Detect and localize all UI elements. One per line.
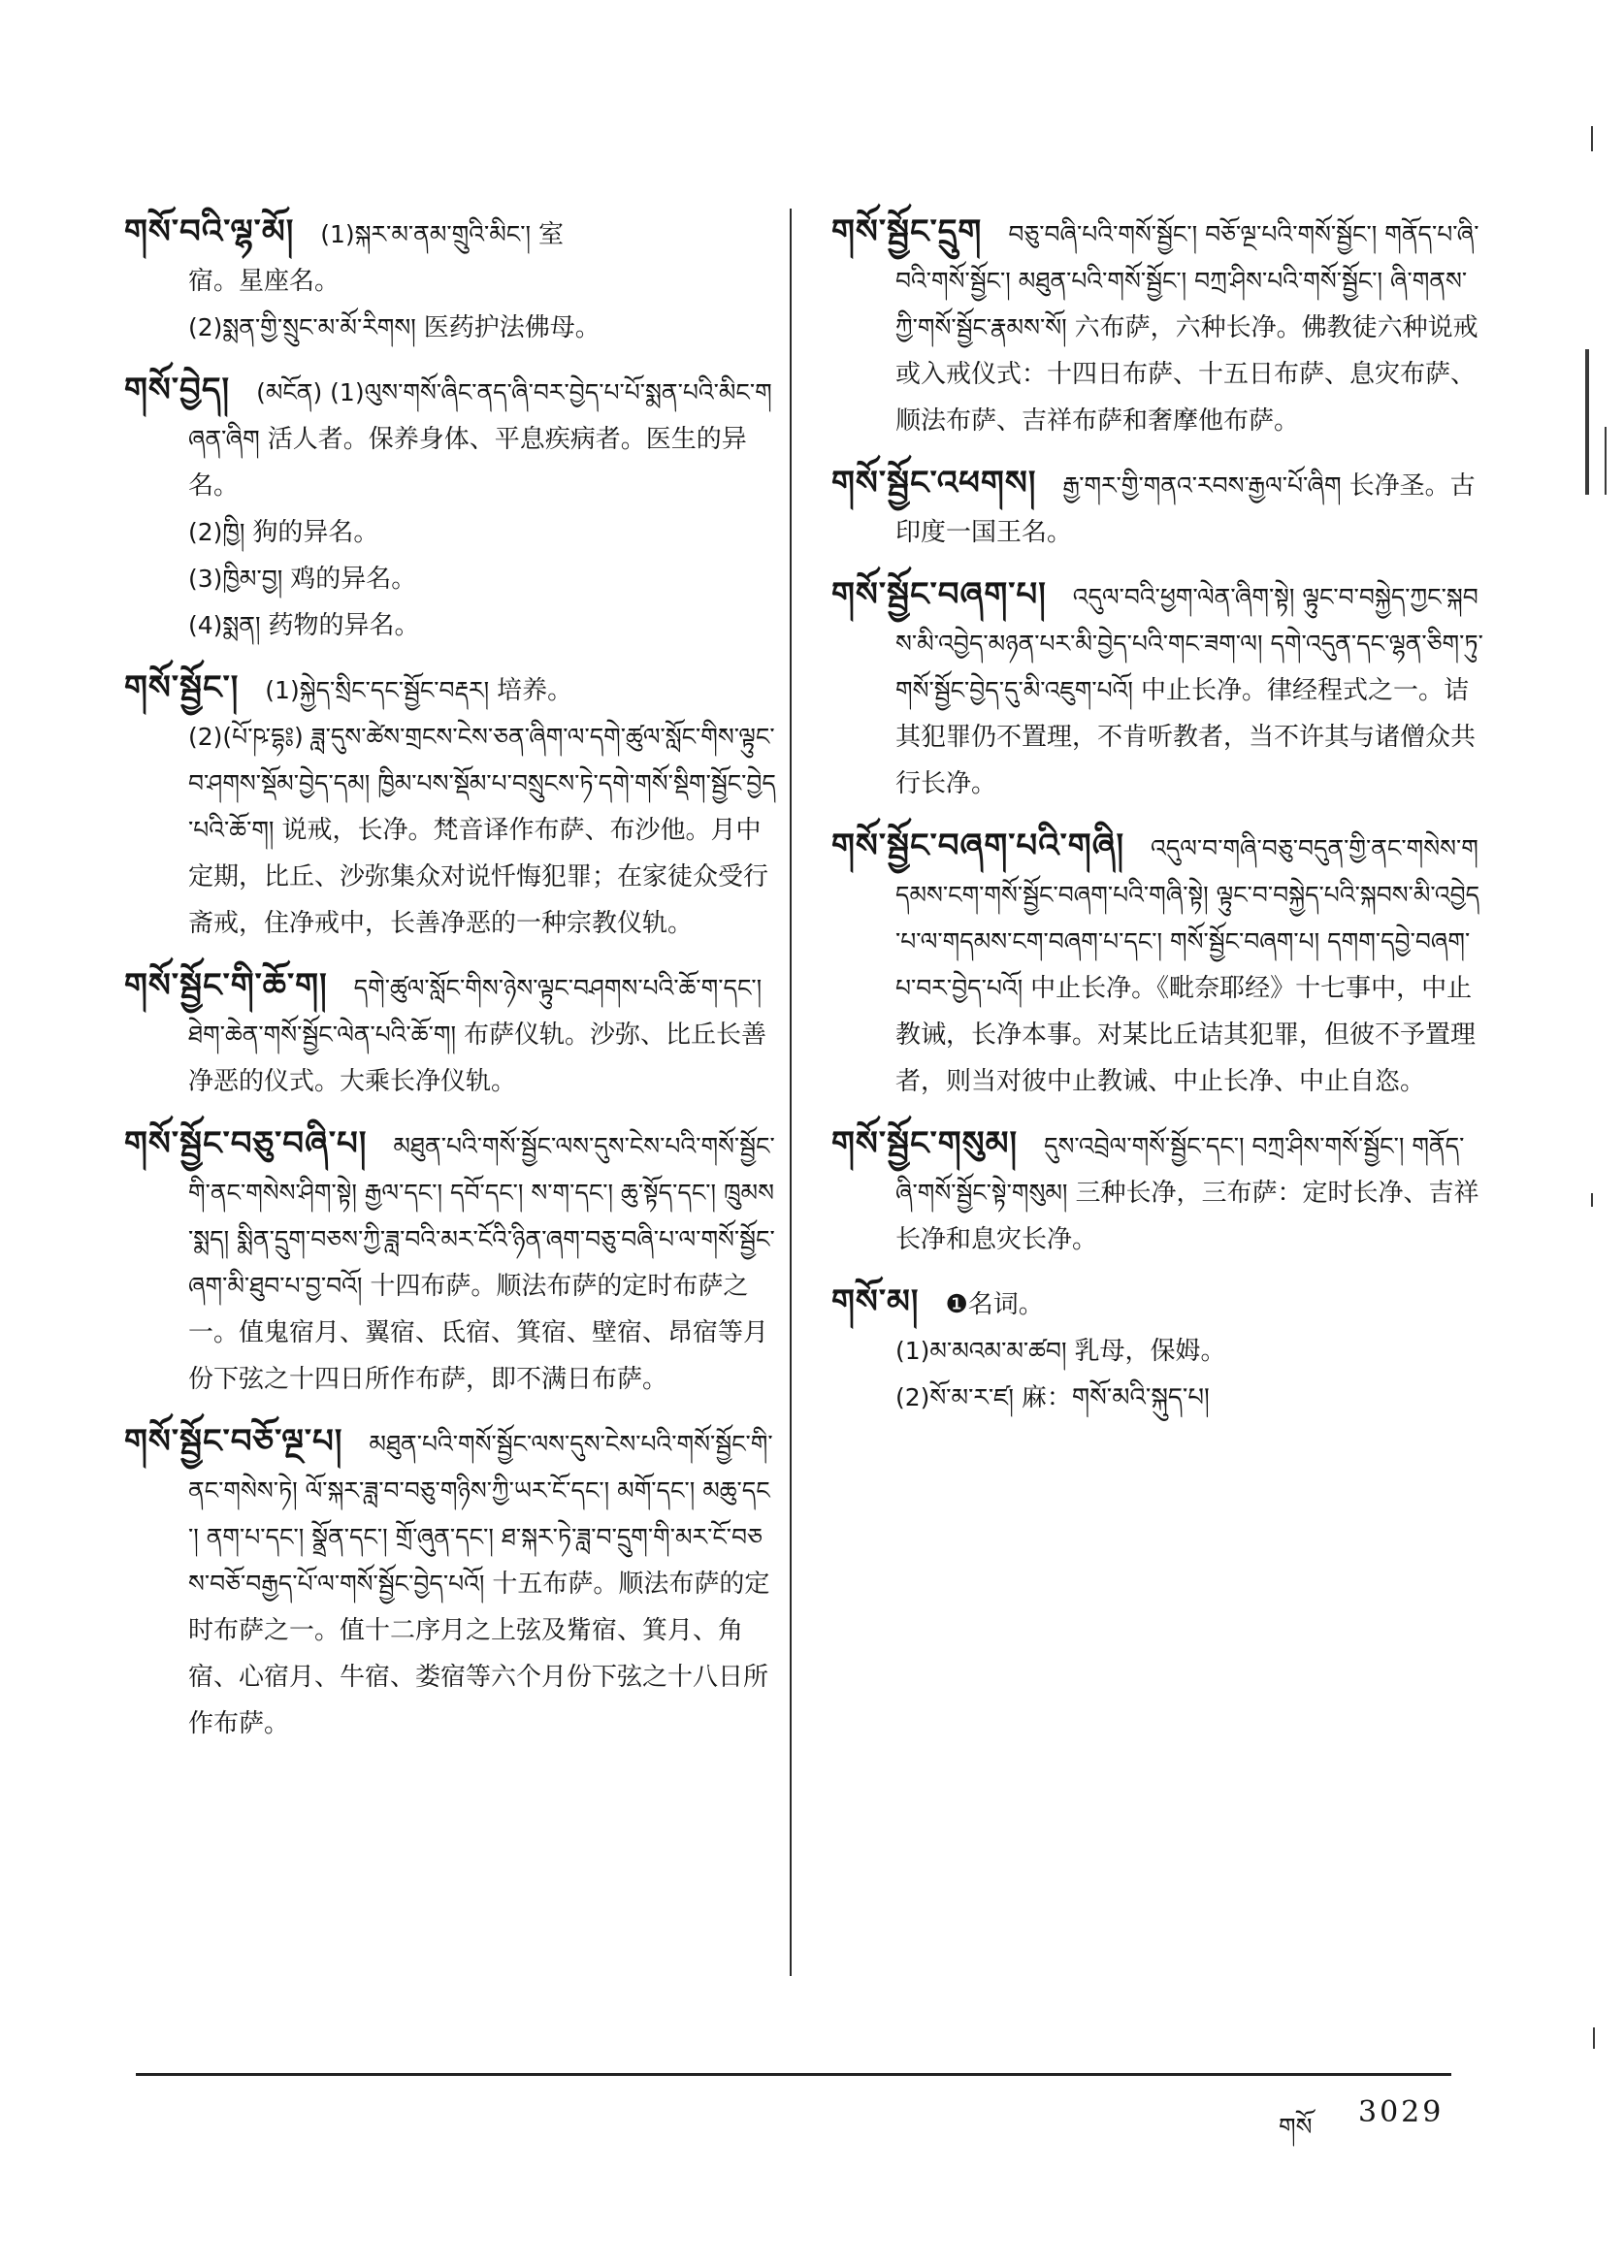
dictionary-entry xyxy=(831,209,1483,444)
entry-headword: གསོ་སྦྱོང་གི་ཆོ་ག། xyxy=(124,966,328,1005)
chinese-definition: 中止长净。《毗奈耶经》十七事中，中止教诫，长净本事。对某比丘诘其犯罪，但彼不予置理者，则当对彼中止教诫、中止长净、中止自恣。 xyxy=(895,974,1477,1096)
definition-line xyxy=(831,1328,1483,1375)
entry-headword: གསོ་སྦྱོང་བཅུ་བཞི་པ། xyxy=(124,1124,368,1163)
entry-headword: གསོ་བྱེད། xyxy=(124,371,231,409)
chinese-definition: 三种长净，三布萨：定时长净、吉祥长净和息灾长净。 xyxy=(895,1179,1479,1254)
chinese-definition: 活人者。保养身体、平息疾病者。医生的异名。 xyxy=(188,425,747,501)
scan-margin-mark xyxy=(1591,1193,1593,1207)
chinese-definition: 狗的异名。 xyxy=(252,518,379,547)
scan-margin-mark xyxy=(1585,349,1589,495)
running-head: གསོ xyxy=(1279,2113,1313,2141)
column-divider xyxy=(790,209,792,1976)
dictionary-entry xyxy=(124,664,776,947)
tibetan-definition: འདུལ་བ་གཞི་བཅུ་བདུན་གྱི་ནང་གསེས་གདམས་ངག་གསོ་སྦྱོང་བཞག་པའི་གཞི་སྟེ། ལྟུང་བ་བསྐྱེད་པའི་སྐབས་མི་འབྱེད་པ་ལ་གདམས་ངག་བཞག་པ་དང་། གསོ་སྦྱོང་བཞག་པ། དགག་དབྱེ་བཞག་པ་བར་བྱེད་པའོ། xyxy=(895,834,1480,1002)
definition-line xyxy=(124,258,776,305)
definition-line xyxy=(124,962,776,1105)
entry-headword: གསོ་སྦྱོང་འཕགས། xyxy=(831,464,1037,502)
definition-line xyxy=(831,571,1483,807)
dictionary-entry xyxy=(124,962,776,1105)
tibetan-definition: མཐུན་པའི་གསོ་སྦྱོང་ལས་དུས་ངེས་པའི་གསོ་སྦྱོང་གི་ནང་གསེས་ཤིག་སྟེ། རྒྱལ་དང་། དབོ་དང་། ས་ག་དང་། ཆུ་སྟོད་དང་། ཁྲུམས་སྨད། སྨིན་དྲུག་བཅས་ཀྱི་ཟླ་བའི་མར་ངོའི་ཉིན་ཞག་བཅུ་བཞི་པ་ལ་གསོ་སྦྱོང་ཞག་མི་ཐུབ་པ་བྱ་བའོ། xyxy=(188,1132,775,1300)
definition-line xyxy=(831,1375,1483,1421)
dictionary-entry xyxy=(124,1418,776,1747)
definition-line xyxy=(124,509,776,556)
definition-line xyxy=(124,602,776,649)
entry-headword: གསོ་མ། xyxy=(831,1282,920,1321)
chinese-definition: 说戒，长净。梵音译作布萨、布沙他。月中定期，比丘、沙弥集众对说忏悔犯罪；在家徒众受行斋戒，住净戒中，长善净恶的一种宗教仪轨。 xyxy=(188,816,769,938)
chinese-definition: 鸡的异名。 xyxy=(290,565,417,594)
dictionary-entry xyxy=(831,823,1483,1105)
tibetan-definition: བཅུ་བཞི་པའི་གསོ་སྦྱོང་། བཅོ་ལྔ་པའི་གསོ་སྦྱོང་། གནོད་པ་ཞི་བའི་གསོ་སྦྱོང་། མཐུན་པའི་གསོ་སྦྱོང་། བཀྲ་ཤིས་པའི་གསོ་སྦྱོང་། ཞི་གནས་ཀྱི་གསོ་སྦྱོང་རྣམས་སོ། xyxy=(895,220,1479,341)
entry-headword: གསོ་སྦྱོང་བཅོ་ལྔ་པ། xyxy=(124,1422,343,1461)
definition-line xyxy=(124,1120,776,1403)
definition-line xyxy=(831,1279,1483,1328)
chinese-definition: 麻：གསོ་མའི་སྐུད་པ། xyxy=(1021,1383,1210,1412)
dictionary-entry xyxy=(831,571,1483,807)
tibetan-definition: འདུལ་བའི་ཕྱག་ལེན་ཞིག་སྟེ། ལྟུང་བ་བསྐྱེད་ཀྱང་སྐབས་མི་འབྱེད་མཉན་པར་མི་བྱེད་པའི་གང་ཟག་ལ། དགེ་འདུན་དང་ལྷན་ཅིག་ཏུ་གསོ་སྦྱོང་བྱེད་དུ་མི་འཇུག་པའོ། xyxy=(895,583,1483,704)
chinese-definition: 药物的异名。 xyxy=(268,611,420,640)
tibetan-definition: (2)ཁྱི། xyxy=(188,518,253,546)
dictionary-entry xyxy=(831,460,1483,556)
definition-line xyxy=(831,460,1483,556)
chinese-definition: 布萨仪轨。沙弥、比丘长善净恶的仪式。大乘长净仪轨。 xyxy=(188,1021,766,1096)
entry-headword: གསོ་སྦྱོང་དྲུག xyxy=(831,212,983,251)
definition-line xyxy=(124,664,776,714)
chinese-definition: 医药护法佛母。 xyxy=(423,313,601,342)
chinese-definition: 十五布萨。顺法布萨的定时布萨之一。值十二序月之上弦及觜宿、箕月、角宿、心宿月、牛宿、娄宿等六个月份下弦之十八日所作布萨。 xyxy=(188,1570,770,1738)
chinese-definition: 室 xyxy=(537,220,564,249)
dictionary-entry xyxy=(124,209,776,351)
tibetan-definition: (2)(པོ་ཥ་དྷ༔) ཟླ་དུས་ཚེས་གྲངས་ངེས་ཅན་ཞིག་ལ་དགེ་ཚུལ་སློང་གིས་ལྟུང་བ་ཤགས་སྡོམ་བྱེད་དམ། ཁྱིམ་པས་སྡོམ་པ་བསྲུངས་ཏེ་དགེ་གསོ་སྡིག་སྦྱོང་བྱེད་པའི་ཆོ་ག། xyxy=(188,723,776,844)
chinese-definition: 长净圣。古印度一国王名。 xyxy=(895,471,1476,547)
definition-line xyxy=(124,367,776,509)
tibetan-definition: (3)ཁྱིམ་བྱ། xyxy=(188,565,291,593)
page-number: 3029 xyxy=(1358,2095,1445,2129)
right-column xyxy=(831,209,1483,1437)
scan-margin-mark xyxy=(1605,427,1607,495)
definition-line xyxy=(831,209,1483,444)
tibetan-definition: (1)སྐྱེད་སྲིང་དང་སྦྱོང་བརྡར། xyxy=(265,676,498,704)
footer-rule xyxy=(136,2073,1451,2076)
tibetan-definition: (2)སྨན་གྱི་སྲུང་མ་མོ་རིགས། xyxy=(188,313,424,341)
chinese-definition: 乳母，保姆。 xyxy=(1074,1337,1226,1366)
scan-margin-mark xyxy=(1593,2027,1595,2049)
dictionary-entry xyxy=(831,1279,1483,1421)
tibetan-definition: (1)མ་མའམ་མ་ཚབ། xyxy=(895,1337,1075,1365)
definition-line xyxy=(124,305,776,351)
chinese-definition: 中止长净。律经程式之一。诘其犯罪仍不置理，不肯听教者，当不许其与诸僧众共行长净。 xyxy=(895,676,1477,798)
entry-headword: གསོ་སྦྱོང་བཞག་པ། xyxy=(831,575,1047,614)
entry-headword: གསོ་སྦྱོང་བཞག་པའི་གཞི། xyxy=(831,826,1125,865)
dictionary-entry xyxy=(124,367,776,649)
scan-margin-mark xyxy=(1591,126,1593,151)
chinese-definition: 培养。 xyxy=(497,676,573,705)
tibetan-definition: དགེ་ཚུལ་སློང་གིས་ཉེས་ལྟུང་བཤགས་པའི་ཆོ་ག་དང་། ཐེག་ཆེན་གསོ་སྦྱོང་ལེན་པའི་ཆོ་ག། xyxy=(188,974,763,1049)
tibetan-definition: (མངོན) (1)ལུས་གསོ་ཞིང་ནད་ཞི་བར་བྱེད་པ་པོ་སྨན་པའི་མིང་གཞན་ཞིག xyxy=(188,378,772,453)
definition-line xyxy=(124,209,776,258)
tibetan-definition: དུས་འབྲེལ་གསོ་སྦྱོང་དང་། བཀྲ་ཤིས་གསོ་སྦྱོང་། གནོད་ཞི་གསོ་སྦྱོང་སྟེ་གསུམ། xyxy=(895,1132,1465,1207)
definition-line xyxy=(124,714,776,947)
chinese-definition: 宿。星座名。 xyxy=(188,267,341,296)
definition-line xyxy=(831,823,1483,1105)
chinese-definition: 六布萨，六种长净。佛教徒六种说戒或入戒仪式：十四日布萨、十五日布萨、息灾布萨、顺法布萨、吉祥布萨和奢摩他布萨。 xyxy=(895,313,1478,436)
definition-line xyxy=(124,1418,776,1747)
left-column xyxy=(124,209,776,1763)
chinese-definition: 十四布萨。顺法布萨的定时布萨之一。值鬼宿月、翼宿、氐宿、箕宿、壁宿、昂宿等月份下弦之十四日所作布萨，即不满日布萨。 xyxy=(188,1272,769,1394)
definition-line xyxy=(831,1120,1483,1263)
dictionary-entry xyxy=(124,1120,776,1403)
tibetan-definition: མཐུན་པའི་གསོ་སྦྱོང་ལས་དུས་ངེས་པའི་གསོ་སྦྱོང་གི་ནང་གསེས་ཏེ། ལོ་སྐར་ཟླ་བ་བཅུ་གཉིས་ཀྱི་ཡར་ངོ་དང་། མགོ་དང་། མཆུ་དང་། ནག་པ་དང་། སྣྲོན་དང་། གྲོ་ཞུན་དང་། ཐ་སྐར་ཏེ་ཟླ་བ་དྲུག་གི་མར་ངོ་བཅས་བཅོ་བརྒྱད་པོ་ལ་གསོ་སྦྱོང་བྱེད་པའོ། xyxy=(188,1430,773,1598)
entry-headword: གསོ་བའི་ལྷ་མོ། xyxy=(124,212,295,251)
tibetan-definition: (1)སྐར་མ་ནམ་གྲུའི་མིང་། xyxy=(320,220,538,248)
tibetan-definition: རྒྱ་གར་གྱི་གནའ་རབས་རྒྱལ་པོ་ཞིག xyxy=(1062,471,1349,500)
definition-line xyxy=(124,556,776,602)
chinese-definition: ❶名词。 xyxy=(945,1290,1044,1319)
entry-headword: གསོ་སྦྱོང་གསུམ། xyxy=(831,1124,1019,1163)
entry-headword: གསོ་སྦྱོང་། xyxy=(124,668,240,707)
tibetan-definition: (4)སྨན། xyxy=(188,611,269,639)
tibetan-definition: (2)སོ་མ་ར་ཛ། xyxy=(895,1383,1022,1411)
dictionary-entry xyxy=(831,1120,1483,1263)
